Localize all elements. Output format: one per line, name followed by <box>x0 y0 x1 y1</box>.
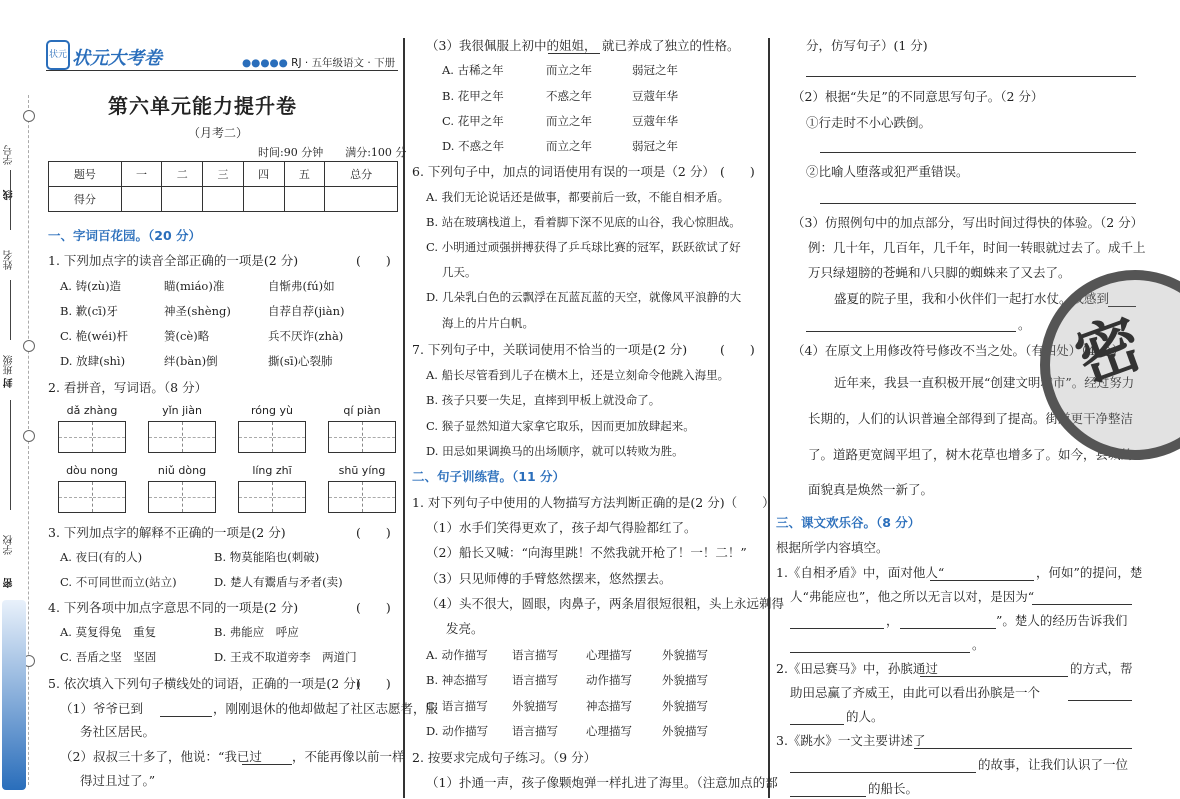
publisher-logo: 状元 <box>46 40 70 70</box>
q1-option-b1: B. 歉(cī)牙 <box>60 304 118 318</box>
question-1: 1. 下列加点字的读音全部正确的一项是(2 分) <box>48 253 299 268</box>
writing-grid[interactable] <box>238 421 306 453</box>
pinyin-label: dǎ zhàng <box>66 404 118 417</box>
c3-question: （3）仿照例句中的加点部分，写出时间过得快的体验。（2 分） <box>792 215 1144 230</box>
q3-option-b: B. 物莫能陷也(刺破) <box>214 550 320 564</box>
column-separator <box>768 38 770 798</box>
q3-option-a: A. 夜曰(有的人) <box>60 550 143 564</box>
sentence-question-1: 1. 对下列句子中使用的人物描写方法判断正确的是(2 分)（ ） <box>412 495 775 510</box>
q3-option-d: D. 楚人有鬻盾与矛者(卖) <box>214 575 343 589</box>
fill-blank[interactable] <box>920 676 1068 677</box>
s1-option-c2: 外貌描写 <box>512 699 558 713</box>
section-3-intro: 根据所学内容填空。 <box>776 540 889 555</box>
pinyin-label: róng yù <box>251 404 293 417</box>
s1-option-b3: 动作描写 <box>586 673 632 687</box>
fill-2-text-a: 2.《田忌赛马》中，孙膑通过 <box>776 661 938 676</box>
gutter-write-line <box>10 400 11 510</box>
q5-option-a1: A. 古稀之年 <box>442 63 504 77</box>
s1-option-a1: A. 动作描写 <box>426 648 488 662</box>
answer-line[interactable] <box>820 152 1136 153</box>
q4-option-c: C. 吾盾之坚 坚固 <box>60 650 157 664</box>
c1-cont: 分，仿写句子）(1 分) <box>806 38 928 53</box>
gutter-label-seal: 封 <box>4 378 15 388</box>
fill-1-text-f: 。 <box>972 637 985 652</box>
series-text: RJ · 五年级语文 · 下册 <box>291 57 396 69</box>
q5-option-b1: B. 花甲之年 <box>442 89 504 103</box>
fill-2-text-c: 助田忌赢了齐威王，由此可以看出孙膑是一个 <box>790 685 1041 700</box>
question-3: 3. 下列加点字的解释不正确的一项是(2 分) <box>48 525 286 540</box>
score-header-row <box>49 162 398 187</box>
c2-item-2: ②比喻人堕落或犯严重错误。 <box>806 164 969 179</box>
q7-option-c: C. 猴子显然知道大家拿它取乐，因而更加放肆起来。 <box>426 419 695 433</box>
fill-1-text-b: ，何如”的提问，楚 <box>1036 565 1143 580</box>
writing-grid[interactable] <box>328 481 396 513</box>
q1-option-c2: 箦(cè)略 <box>164 329 210 343</box>
fill-blank[interactable] <box>900 628 996 629</box>
score-header-cell: 三 <box>203 162 244 187</box>
s1-item-2: （2）船长又喊：“向海里跳！不然我就开枪了！一！二！” <box>426 545 747 560</box>
page-subtitle: （月考二） <box>188 126 249 140</box>
s1-item-3: （3）只见师傅的手臂悠然摆来，悠然摆去。 <box>426 571 672 586</box>
fill-3-text-a: 3.《跳水》一文主要讲述了 <box>776 733 926 748</box>
score-header-cell: 四 <box>243 162 284 187</box>
section-3-heading: 三、课文欢乐谷。（8 分） <box>776 515 921 530</box>
q1-option-d3: 撕(sī)心裂肺 <box>268 354 333 368</box>
s1-option-d1: D. 动作描写 <box>426 724 489 738</box>
score-header-cell: 题号 <box>49 162 122 187</box>
c3-example-line-2: 万只绿翅膀的苍蝇和八只脚的蜘蛛来了又去了。 <box>808 265 1071 280</box>
score-header-cell: 总分 <box>325 162 398 187</box>
q1-option-a1: A. 铸(zù)造 <box>60 279 122 293</box>
c2-question: （2）根据“失足”的不同意思写句子。（2 分） <box>792 89 1044 104</box>
q5-option-c1: C. 花甲之年 <box>442 114 504 128</box>
gutter-label-school: 学校 <box>4 535 15 555</box>
q5-1-text-c: 务社区居民。 <box>80 724 156 739</box>
score-header-cell: 五 <box>284 162 325 187</box>
score-cell[interactable] <box>243 187 284 212</box>
pinyin-label: shū yíng <box>338 464 386 477</box>
fill-3-text-b: 的故事，让我们认识了一位 <box>978 757 1129 772</box>
c2-item-1: ①行走时不小心跌倒。 <box>806 115 932 130</box>
answer-paren[interactable]: ( ) <box>720 342 755 357</box>
fill-blank[interactable] <box>1032 604 1132 605</box>
score-header-cell: 一 <box>121 162 162 187</box>
q5-option-b2: 不惑之年 <box>546 89 592 103</box>
s1-option-d4: 外貌描写 <box>662 724 708 738</box>
s1-option-d2: 语言描写 <box>512 724 558 738</box>
q7-option-a: A. 船长尽管看到儿子在横木上，还是立刻命令他跳入海里。 <box>426 368 730 382</box>
score-table <box>48 161 398 212</box>
pinyin-label: niǔ dòng <box>157 464 207 477</box>
q5-option-c2: 而立之年 <box>546 114 592 128</box>
q5-3-text-b: 就已养成了独立的性格。 <box>602 38 740 53</box>
s1-option-c4: 外貌描写 <box>662 699 708 713</box>
sentence-question-2: 2. 按要求完成句子练习。（9 分） <box>412 750 597 765</box>
fill-blank[interactable] <box>1068 700 1132 701</box>
q1-option-b2: 神圣(shèng) <box>164 304 231 318</box>
fill-1-text-c: 人“弗能应也”，他之所以无言以对，是因为“ <box>790 589 1035 604</box>
fill-3-text-c: 的船长。 <box>868 781 919 796</box>
question-4: 4. 下列各项中加点字意思不同的一项是(2 分) <box>48 600 299 615</box>
s1-option-a4: 外貌描写 <box>662 648 708 662</box>
q5-1-text-b: ，刚刚退休的他却做起了社区志愿者，服 <box>213 701 439 716</box>
q5-option-a3: 弱冠之年 <box>632 63 678 77</box>
gutter-brand-strip <box>2 600 26 790</box>
writing-grid[interactable] <box>148 481 216 513</box>
answer-paren[interactable]: ( ) <box>356 600 391 615</box>
q6-option-b: B. 站在玻璃栈道上，看着脚下深不见底的山谷，我心惊胆战。 <box>426 215 741 229</box>
c4-passage-line-3: 了。道路更宽阔平坦了，树木花草也增多了。如今，县城的 <box>808 447 1134 462</box>
q7-option-b: B. 孩子只要一失足，直摔到甲板上就没命了。 <box>426 393 661 407</box>
s1-option-c3: 神态描写 <box>586 699 632 713</box>
q4-option-a: A. 莫复得兔 重复 <box>60 625 157 639</box>
score-cell[interactable] <box>284 187 325 212</box>
s1-option-a3: 心理描写 <box>586 648 632 662</box>
s1-option-a2: 语言描写 <box>512 648 558 662</box>
question-2: 2. 看拼音，写词语。（8 分） <box>48 380 208 395</box>
gutter-write-line <box>10 170 11 230</box>
q1-option-c3: 兵不厌诈(zhà) <box>268 329 344 343</box>
gutter-label-number: 学号 <box>4 145 15 165</box>
s1-option-b1: B. 神态描写 <box>426 673 488 687</box>
pinyin-label: líng zhī <box>252 464 292 477</box>
q4-option-d: D. 王戎不取道旁李 两道门 <box>214 650 357 664</box>
s1-item-4-cont: 发亮。 <box>446 621 484 636</box>
fill-1-text-a: 1.《自相矛盾》中，面对他人“ <box>776 565 945 580</box>
gutter-circle <box>23 340 35 352</box>
fill-1-text-d: ， <box>886 613 899 628</box>
fill-blank[interactable] <box>790 628 884 629</box>
time-info: 时间:90 分钟 满分:100 分 <box>258 146 407 159</box>
q1-option-b3: 自荐自荐(jiàn) <box>268 304 345 318</box>
writing-grid[interactable] <box>328 421 396 453</box>
q1-option-d1: D. 放肆(shì) <box>60 354 126 368</box>
writing-grid[interactable] <box>58 421 126 453</box>
pinyin-label: dòu nong <box>66 464 118 477</box>
q5-option-c3: 豆蔻年华 <box>632 114 678 128</box>
binding-gutter <box>0 0 40 799</box>
q3-option-c: C. 不可同世而立(站立) <box>60 575 177 589</box>
c4-passage-line-1: 近年来，我县一直积极开展“创建文明城市”。经过努力 <box>834 375 1135 390</box>
q6-option-c-cont: 几天。 <box>442 265 477 279</box>
fill-blank[interactable] <box>548 53 600 54</box>
fill-blank[interactable] <box>790 724 844 725</box>
question-7: 7. 下列句子中，关联词使用不恰当的一项是(2 分) <box>412 342 688 357</box>
q5-option-d1: D. 不惑之年 <box>442 139 505 153</box>
fill-blank[interactable] <box>790 772 976 773</box>
header-rule <box>46 70 398 71</box>
q5-1-text-a: （1）爷爷已到 <box>60 701 143 716</box>
gutter-label-name: 姓名 <box>4 250 15 270</box>
s1-option-d3: 心理描写 <box>586 724 632 738</box>
q6-option-d-cont: 海上的片片白帆。 <box>442 316 534 330</box>
c3-example-line-1: 例：几十年，几百年，几千年，时间一转眼就过去了。成千上 <box>808 240 1146 255</box>
q5-2-text-c: 得过且过了。” <box>80 773 156 788</box>
fill-blank[interactable] <box>930 580 1034 581</box>
score-cell[interactable] <box>162 187 203 212</box>
score-cell[interactable] <box>203 187 244 212</box>
q5-option-d3: 弱冠之年 <box>632 139 678 153</box>
q5-2-text-a: （2）叔叔三十多了，他说：“我已过 <box>60 749 262 764</box>
pinyin-label: yǐn jiàn <box>162 404 202 417</box>
score-row <box>49 187 398 212</box>
c4-passage-line-2: 长期的，人们的认识普遍全部得到了提高。街道更干净整洁 <box>808 411 1134 426</box>
answer-line[interactable] <box>806 76 1136 77</box>
answer-paren[interactable]: ( ) <box>356 676 391 691</box>
s1-item-1: （1）水手们笑得更欢了，孩子却气得脸都红了。 <box>426 520 697 535</box>
series-label: ●●●●● RJ · 五年级语文 · 下册 <box>242 57 396 69</box>
writing-grid[interactable] <box>238 481 306 513</box>
question-5: 5. 依次填入下列句子横线处的词语，正确的一项是(2 分) <box>48 676 361 691</box>
s1-option-b2: 语言描写 <box>512 673 558 687</box>
s1-option-b4: 外貌描写 <box>662 673 708 687</box>
q7-option-d: D. 田忌如果调换马的出场顺序，就可以转败为胜。 <box>426 444 684 458</box>
q6-option-c: C. 小明通过顽强拼搏获得了乒乓球比赛的冠军，跃跃欲试了好 <box>426 240 741 254</box>
gutter-write-line <box>10 280 11 340</box>
q6-option-a: A. 我们无论说话还是做事，都要前后一致，不能自相矛盾。 <box>426 190 730 204</box>
q5-3-text-a: （3）我很佩服上初中的姐姐， <box>426 38 597 53</box>
s2-item-1: （1）扑通一声，孩子像颗炮弹一样扎进了海里。（注意加点的部 <box>426 775 778 790</box>
fill-2-text-b: 的方式，帮 <box>1070 661 1133 676</box>
c4-passage-line-4: 面貌真是焕然一新了。 <box>808 482 934 497</box>
fill-blank[interactable] <box>242 764 292 765</box>
section-1-heading: 一、字词百花园。（20 分） <box>48 228 201 243</box>
q1-option-a3: 自惭弗(fú)如 <box>268 279 335 293</box>
fill-blank[interactable] <box>790 652 970 653</box>
s1-option-c1: C. 语言描写 <box>426 699 488 713</box>
fill-blank[interactable] <box>914 748 1132 749</box>
q5-option-d2: 而立之年 <box>546 139 592 153</box>
s1-item-4: （4）头不很大，圆眼，肉鼻子，两条眉很短很粗，头上永远剃得 <box>426 596 784 611</box>
q5-option-b3: 豆蔻年华 <box>632 89 678 103</box>
q5-2-text-b: ，不能再像以前一样 <box>292 749 405 764</box>
fill-blank[interactable] <box>790 796 866 797</box>
section-2-heading: 二、句子训练营。（11 分） <box>412 469 565 484</box>
page-title: 第六单元能力提升卷 <box>108 94 297 118</box>
c3-end-mark: 。 <box>1018 317 1031 332</box>
fill-2-text-d: 的人。 <box>846 709 884 724</box>
q1-option-c1: C. 桅(wéi)杆 <box>60 329 129 343</box>
stamp-character: 密 <box>1065 304 1152 398</box>
answer-line[interactable] <box>820 203 1136 204</box>
gutter-label-class: 班级 <box>4 355 15 375</box>
brand-name: 状元大考卷 <box>72 48 162 69</box>
fill-1-text-e: ”。楚人的经历告诉我们 <box>996 613 1128 628</box>
q1-option-a2: 瞄(miáo)准 <box>164 279 225 293</box>
writing-grid[interactable] <box>58 481 126 513</box>
fill-blank[interactable] <box>160 716 212 717</box>
q1-option-d2: 绊(bàn)倒 <box>164 354 218 368</box>
q5-option-a2: 而立之年 <box>546 63 592 77</box>
gutter-label-seal2: 密 <box>4 578 15 588</box>
answer-line[interactable] <box>806 331 1016 332</box>
q4-option-b: B. 弗能应 呼应 <box>214 625 299 639</box>
answer-paren[interactable]: ( ) <box>356 525 391 540</box>
c3-prompt: 盛夏的院子里，我和小伙伴们一起打水仗。我感到 <box>834 291 1110 306</box>
answer-paren[interactable]: ( ) <box>356 253 391 268</box>
question-6: 6. 下列句子中，加点的词语使用有误的一项是（2 分） <box>412 164 715 179</box>
score-cell[interactable] <box>325 187 398 212</box>
gutter-circle <box>23 110 35 122</box>
answer-paren[interactable]: ( ) <box>720 164 755 179</box>
gutter-circle <box>23 430 35 442</box>
score-header-cell: 二 <box>162 162 203 187</box>
q6-option-d: D. 几朵乳白色的云飘浮在瓦蓝瓦蓝的天空，就像风平浪静的大 <box>426 290 742 304</box>
c4-question: （4）在原文上用修改符号修改不当之处。（有四处）（4 分） <box>792 343 1125 358</box>
pinyin-label: qí piàn <box>343 404 381 417</box>
score-row-label: 得分 <box>49 187 122 212</box>
score-cell[interactable] <box>121 187 162 212</box>
writing-grid[interactable] <box>148 421 216 453</box>
